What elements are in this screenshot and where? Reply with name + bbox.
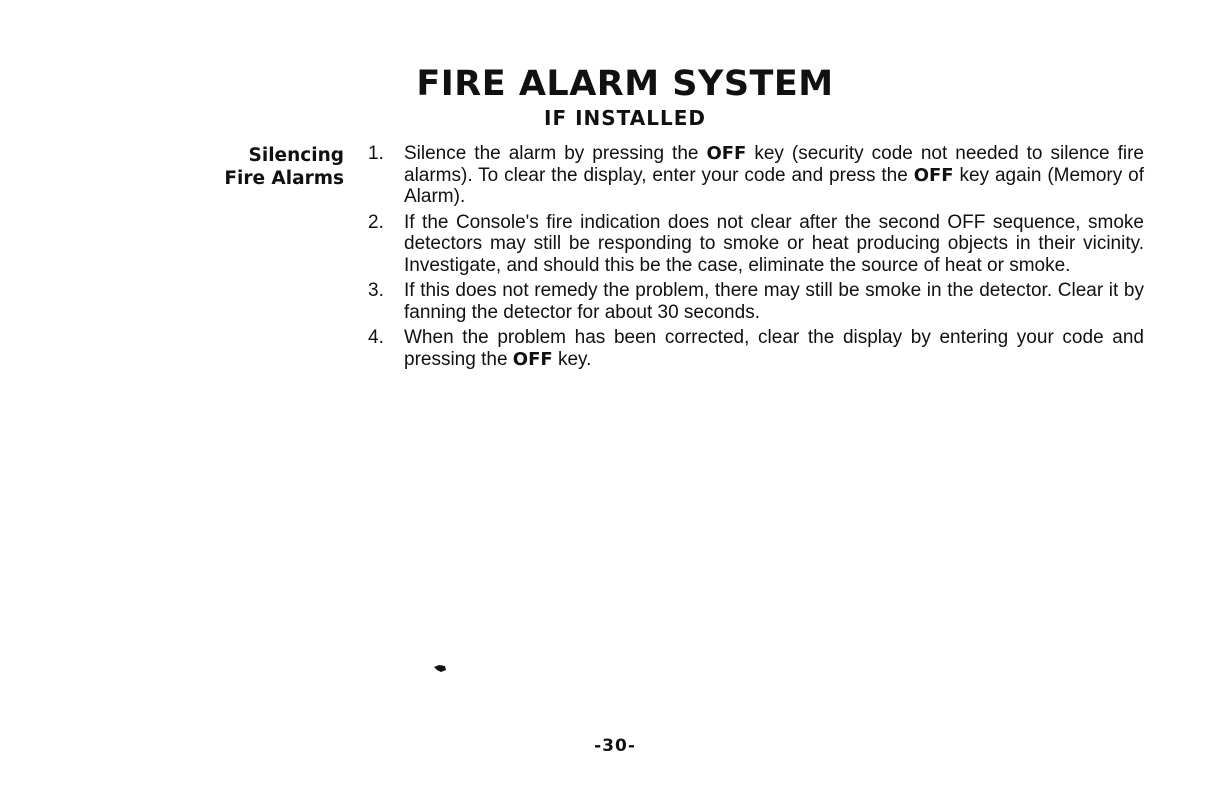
step-number: 4. [368,327,384,348]
step-3 [362,280,1144,323]
page-subtitle: IF INSTALLED [544,106,706,130]
step-4 [362,327,1144,370]
step-text: Silence the alarm by pressing the OFF key (security code not needed to silence fire alarms). To clear the display, enter your code and press the OFF key again (Memory of Alarm). [404,143,1144,207]
step-1 [362,143,1144,208]
off-key-label: OFF [706,143,747,164]
step-2 [362,212,1144,277]
off-key-label: OFF [512,348,553,370]
step-number: 1. [368,143,384,164]
page-number: -30- [594,736,636,756]
step-number: 3. [368,280,384,301]
step-text: When the problem has been corrected, clear the display by entering your code and pressing the OFF key. [404,327,1144,370]
step-number: 2. [368,211,384,233]
step-text: If this does not remedy the problem, there may still be smoke in the detector. Clear it by fanning the detector for about 30 seconds. [404,280,1144,323]
section-heading-line-1: Silencing [248,145,344,166]
ink-speck-mark [434,664,446,673]
page-title: FIRE ALARM SYSTEM [416,64,834,104]
off-key-label: OFF [913,164,954,186]
step-text: If the Console's fire indication does not clear after the second OFF sequence, smoke detectors may still be responding to smoke or heat producing objects in their vicinity. Investigate, and should this be the case, eliminate the source of heat or smoke. [404,211,1144,276]
section-heading-line-2: Fire Alarms [224,168,344,189]
instruction-steps [362,143,1144,374]
section-heading [180,144,344,190]
